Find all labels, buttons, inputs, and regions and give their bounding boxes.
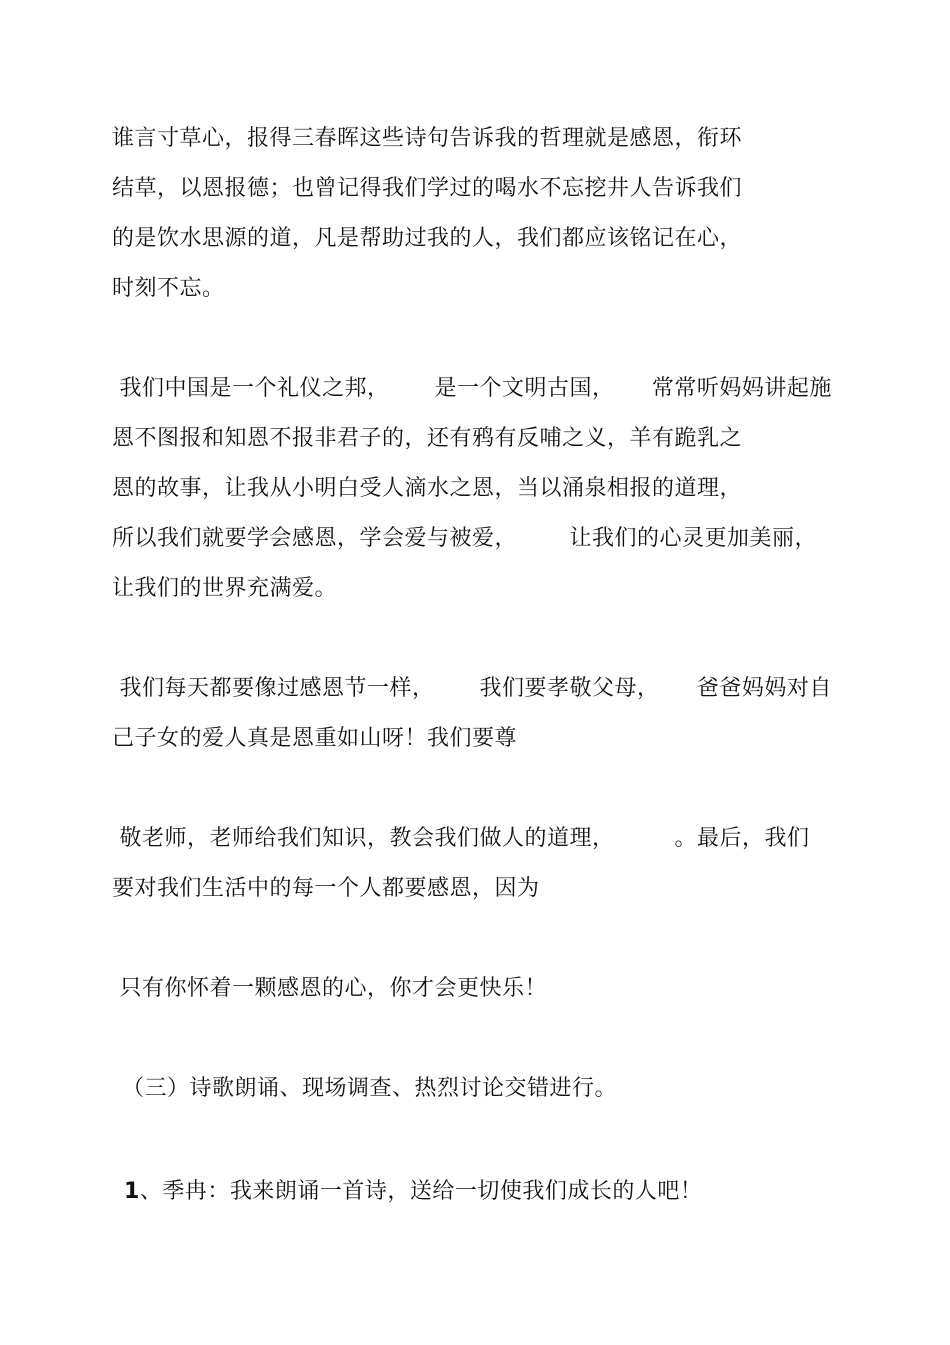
paragraph-3-line-1: 我们每天都要像过感恩节一样， 我们要孝敬父母， 爸爸妈妈对自 — [112, 676, 832, 701]
paragraph-1-line-2: 结草，以恩报德；也曾记得我们学过的喝水不忘挖井人告诉我们 — [112, 176, 743, 201]
paragraph-1-line-1: 谁言寸草心，报得三春晖这些诗句告诉我的哲理就是感恩，衔环 — [112, 126, 743, 151]
list-item-text: 、季冉：我来朗诵一首诗，送给一切使我们成长的人吧！ — [139, 1179, 703, 1204]
list-item-number: 1 — [124, 1179, 140, 1204]
paragraph-4-line-1: 敬老师，老师给我们知识，教会我们做人的道理， 。最后，我们 — [112, 826, 810, 851]
paragraph-2-line-1: 我们中国是一个礼仪之邦， 是一个文明古国， 常常听妈妈讲起施 — [112, 376, 832, 401]
paragraph-2-line-5: 让我们的世界充满爱。 — [112, 576, 338, 601]
paragraph-5-line-1: 只有你怀着一颗感恩的心，你才会更快乐！ — [112, 976, 547, 1001]
list-item-1 — [124, 1177, 702, 1207]
paragraph-2-line-2: 恩不图报和知恩不报非君子的，还有鸦有反哺之义，羊有跪乳之 — [112, 426, 743, 451]
paragraph-1-line-3: 的是饮水思源的道，凡是帮助过我的人，我们都应该铭记在心， — [112, 226, 743, 251]
paragraph-3-line-2: 己子女的爱人真是恩重如山呀！我们要尊 — [112, 726, 518, 751]
section-heading: （三）诗歌朗诵、现场调查、热烈讨论交错进行。 — [122, 1076, 618, 1101]
paragraph-2-line-3: 恩的故事，让我从小明白受人滴水之恩，当以涌泉相报的道理， — [112, 476, 743, 501]
paragraph-4-line-2: 要对我们生活中的每一个人都要感恩，因为 — [112, 876, 540, 901]
paragraph-2-line-4: 所以我们就要学会感恩，学会爱与被爱， 让我们的心灵更加美丽， — [112, 526, 817, 551]
paragraph-1-line-4: 时刻不忘。 — [112, 276, 225, 301]
